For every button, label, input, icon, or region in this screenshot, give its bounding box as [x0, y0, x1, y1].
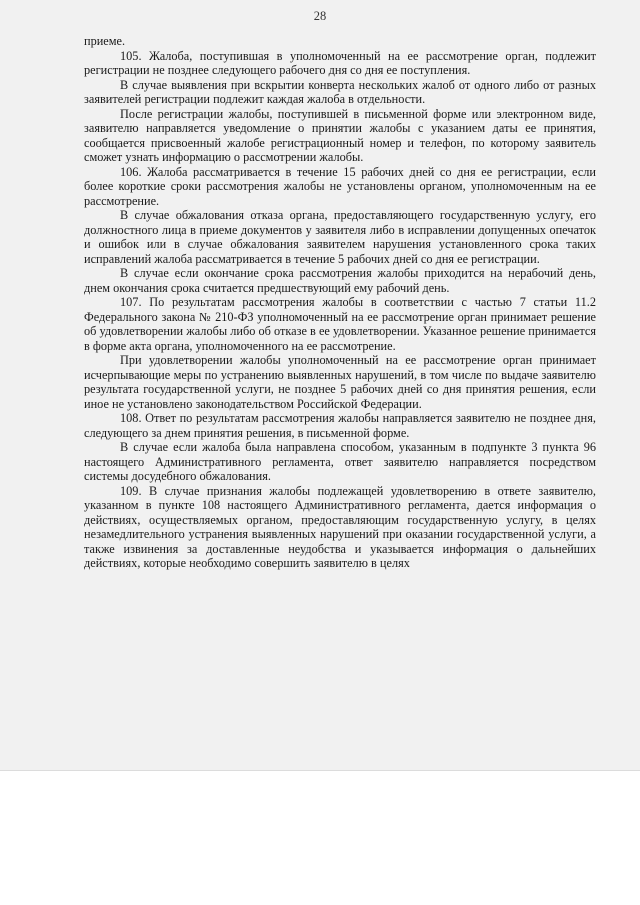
document-body	[84, 34, 596, 571]
paragraph-pretrial-system: В случае если жалоба была направлена способом, указанным в подпункте 3 пункта 96 настоящего Административного регламента, ответ заявителю направляется посредством системы досудебного обжалования.	[84, 440, 596, 483]
paragraph-registration-notice: После регистрации жалобы, поступившей в письменной форме или электронном виде, заявителю направляется уведомление о принятии жалобы с указанием даты ее принятия, сообщается присвоенный жалобе регистрационный номер и телефон, по которому заявитель сможет узнать информацию о рассмотрении жалобы.	[84, 106, 596, 164]
paragraph-continuation: приеме.	[84, 34, 126, 48]
paragraph-106: 106. Жалоба рассматривается в течение 15 рабочих дней со дня ее регистрации, если более короткие сроки рассмотрения жалобы не установлены органом, уполномоченным на ее рассмотрение.	[84, 164, 596, 208]
paragraph-105: 105. Жалоба, поступившая в уполномоченный на ее рассмотрение орган, подлежит регистрации не позднее следующего рабочего дня со дня ее поступления.	[84, 48, 596, 77]
paragraph-satisfaction: При удовлетворении жалобы уполномоченный на ее рассмотрение орган принимает исчерпывающие меры по устранению выявленных нарушений, в том числе по выдаче заявителю результата государственной услуги, не позднее 5 рабочих дней со дня принятия решения, если иное не установлено законодательством Российской Федерации.	[84, 353, 596, 411]
blank-margin	[0, 771, 640, 905]
paragraph-refusal-appeal: В случае обжалования отказа органа, предоставляющего государственную услугу, его должностного лица в приеме документов у заявителя либо в исправлении допущенных опечаток и ошибок или в случае обжалования заявителем нарушения установленного срока таких исправлений жалоба рассматривается в течение 5 рабочих дней со дня ее регистрации.	[84, 208, 596, 266]
paragraph-107: 107. По результатам рассмотрения жалобы в соответствии с частью 7 статьи 11.2 Федерального закона № 210-ФЗ уполномоченный на ее рассмотрение орган принимает решение об удовлетворении жалобы либо об отказе в ее удовлетворении. Указанное решение принимается в форме акта органа, уполномоченного на ее рассмотрение.	[84, 295, 596, 353]
page-number: 28	[313, 9, 327, 23]
paragraph-108: 108. Ответ по результатам рассмотрения жалобы направляется заявителю не позднее дня, следующего за днем принятия решения, в письменной форме.	[84, 411, 596, 440]
paragraph-non-working-day: В случае если окончание срока рассмотрения жалобы приходится на нерабочий день, днем окончания срока считается предшествующий ему рабочий день.	[84, 266, 596, 295]
paragraph-109: 109. В случае признания жалобы подлежащей удовлетворению в ответе заявителю, указанном в пункте 108 настоящего Административного регламента, дается информация о действиях, осуществляемых органом, предоставляющим государственную услугу, в целях незамедлительного устранения выявленных нарушений при оказании государственной услуги, а также извинения за доставленные неудобства и указывается информация о дальнейших действиях, которые необходимо совершить заявителю в целях	[84, 483, 596, 570]
paragraph-envelope: В случае выявления при вскрытии конверта нескольких жалоб от одного либо от разных заявителей регистрации подлежит каждая жалоба в отдельности.	[84, 77, 596, 106]
